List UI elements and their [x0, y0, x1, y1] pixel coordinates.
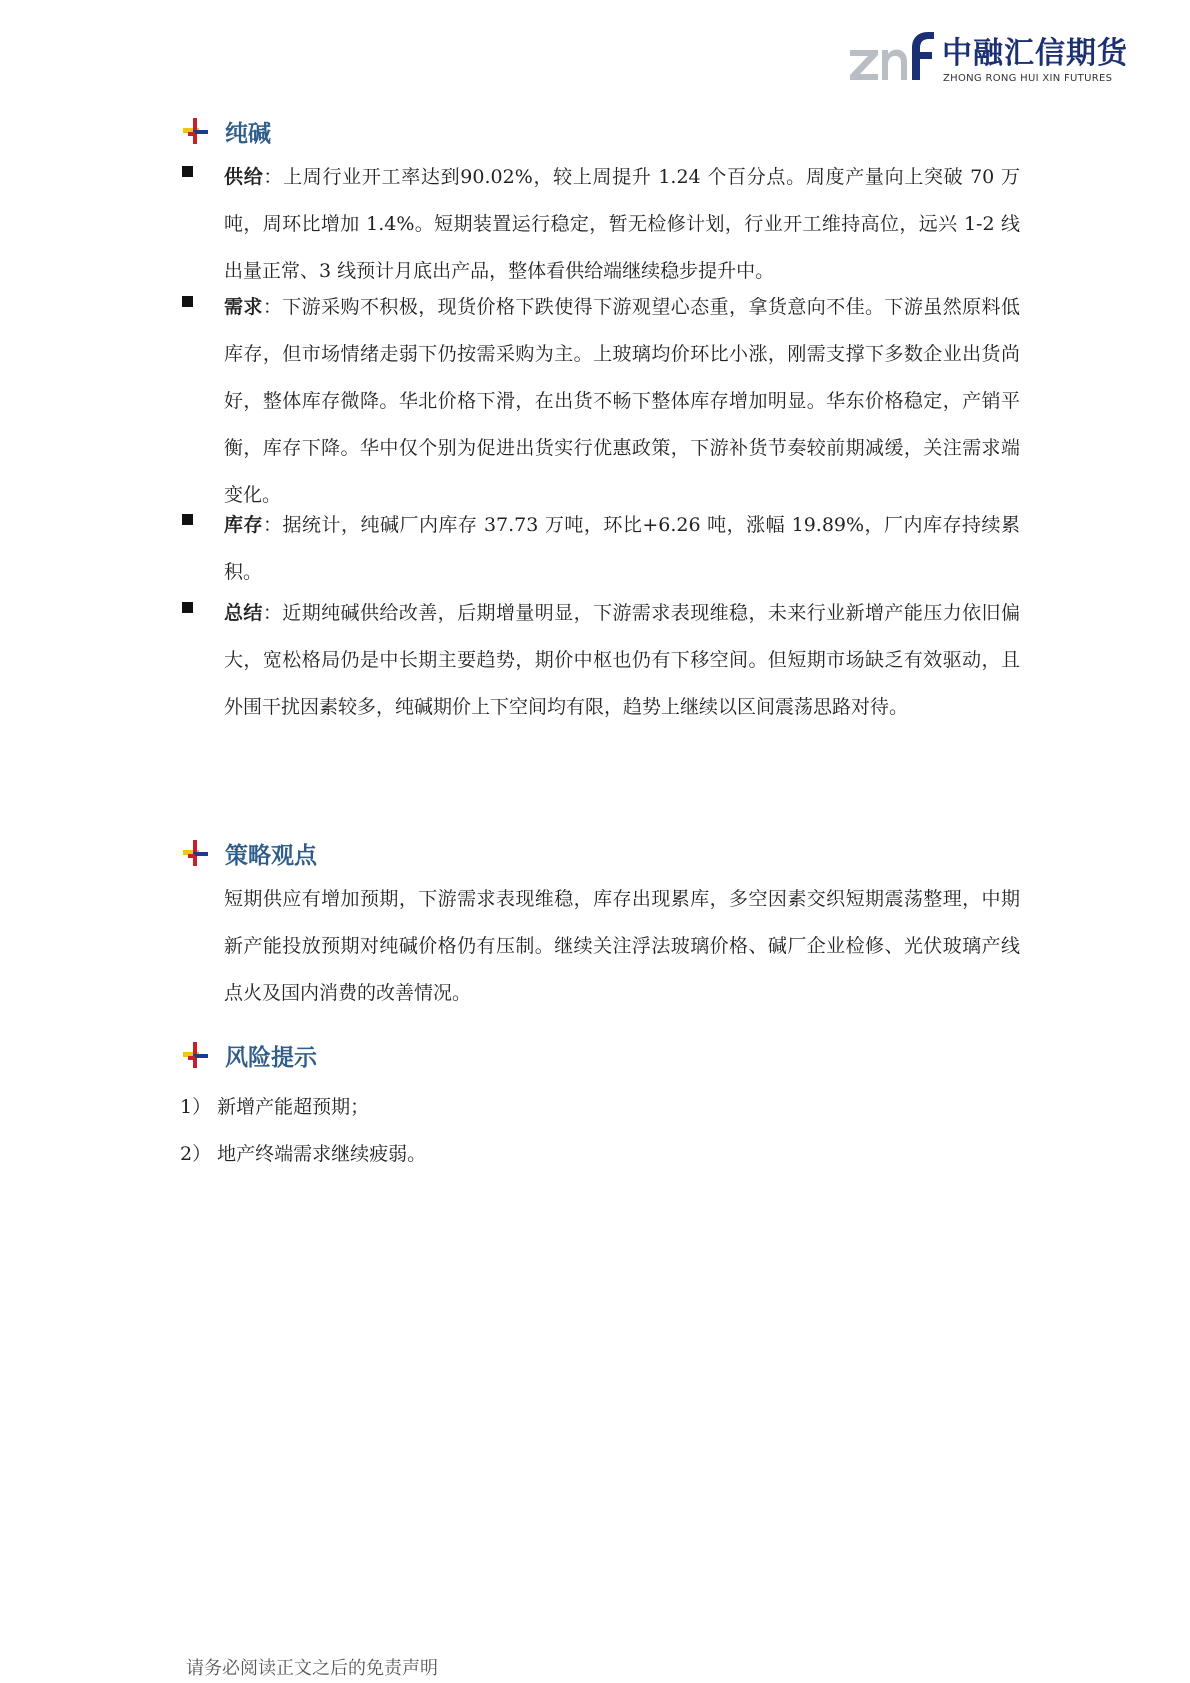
bullet-label: 需求	[224, 296, 263, 318]
section-title-strategy	[180, 836, 317, 870]
bullet-label: 总结	[224, 602, 263, 624]
logo-chinese-name: 中融汇信期货	[942, 36, 1128, 71]
bullet-square-icon	[182, 296, 193, 307]
bullet-square-icon	[182, 602, 193, 613]
bullet-label: 供给	[224, 166, 264, 188]
bullet-body: ：据统计，纯碱厂内库存 37.73 万吨，环比+6.26 吨，涨幅 19.89%，厂内库存持续累积。	[224, 514, 1020, 583]
section-cross-icon	[180, 1039, 210, 1071]
bullet-inventory	[180, 502, 1020, 596]
bullet-square-icon	[182, 514, 193, 525]
bullet-square-icon	[182, 166, 193, 177]
section-title-risk	[180, 1038, 317, 1072]
logo-english-name: ZHONG RONG HUI XIN FUTURES	[943, 73, 1113, 84]
risk-item: 2） 地产终端需求继续疲弱。	[180, 1143, 427, 1165]
footer-disclaimer: 请务必阅读正文之后的免责声明	[186, 1658, 438, 1679]
section-cross-icon	[180, 115, 210, 147]
bullet-supply	[180, 154, 1020, 295]
section-title-text: 风险提示	[225, 1044, 317, 1071]
bullet-body: ：近期纯碱供给改善，后期增量明显，下游需求表现维稳，未来行业新增产能压力依旧偏大，宽松格局仍是中长期主要趋势，期价中枢也仍有下移空间。但短期市场缺乏有效驱动，且外围干扰因素较多，纯碱期价上下空间均有限，趋势上继续以区间震荡思路对待。	[224, 602, 1020, 718]
section-title-text: 策略观点	[225, 842, 317, 869]
bullet-summary	[180, 590, 1020, 731]
bullet-body: ：下游采购不积极，现货价格下跌使得下游观望心态重，拿货意向不佳。下游虽然原料低库存，但市场情绪走弱下仍按需采购为主。上玻璃均价环比小涨，刚需支撑下多数企业出货尚好，整体库存微降。华北价格下滑，在出货不畅下整体库存增加明显。华东价格稳定，产销平衡，库存下降。华中仅个别为促进出货实行优惠政策，下游补货节奏较前期减缓，关注需求端变化。	[224, 296, 1020, 506]
section-title-text: 纯碱	[225, 120, 271, 147]
section-title-soda	[180, 114, 271, 148]
bullet-label: 库存	[224, 514, 263, 536]
bullet-body: ：上周行业开工率达到90.02%，较上周提升 1.24 个百分点。周度产量向上突破 70 万吨，周环比增加 1.4%。短期装置运行稳定，暂无检修计划，行业开工维持高位，远兴 1-2 线出量正常、3 线预计月底出产品，整体看供给端继续稳步提升中。	[224, 166, 1020, 282]
bullet-demand	[180, 284, 1020, 519]
risk-item: 1） 新增产能超预期；	[180, 1096, 370, 1118]
strategy-paragraph: 短期供应有增加预期，下游需求表现维稳，库存出现累库，多空因素交织短期震荡整理，中期新产能投放预期对纯碱价格仍有压制。继续关注浮法玻璃价格、碱厂企业检修、光伏玻璃产线点火及国内消费的改善情况。	[224, 888, 1020, 1004]
section-cross-icon	[180, 837, 210, 869]
company-logo	[848, 28, 1128, 90]
znf-logo-mark-icon	[848, 28, 938, 90]
